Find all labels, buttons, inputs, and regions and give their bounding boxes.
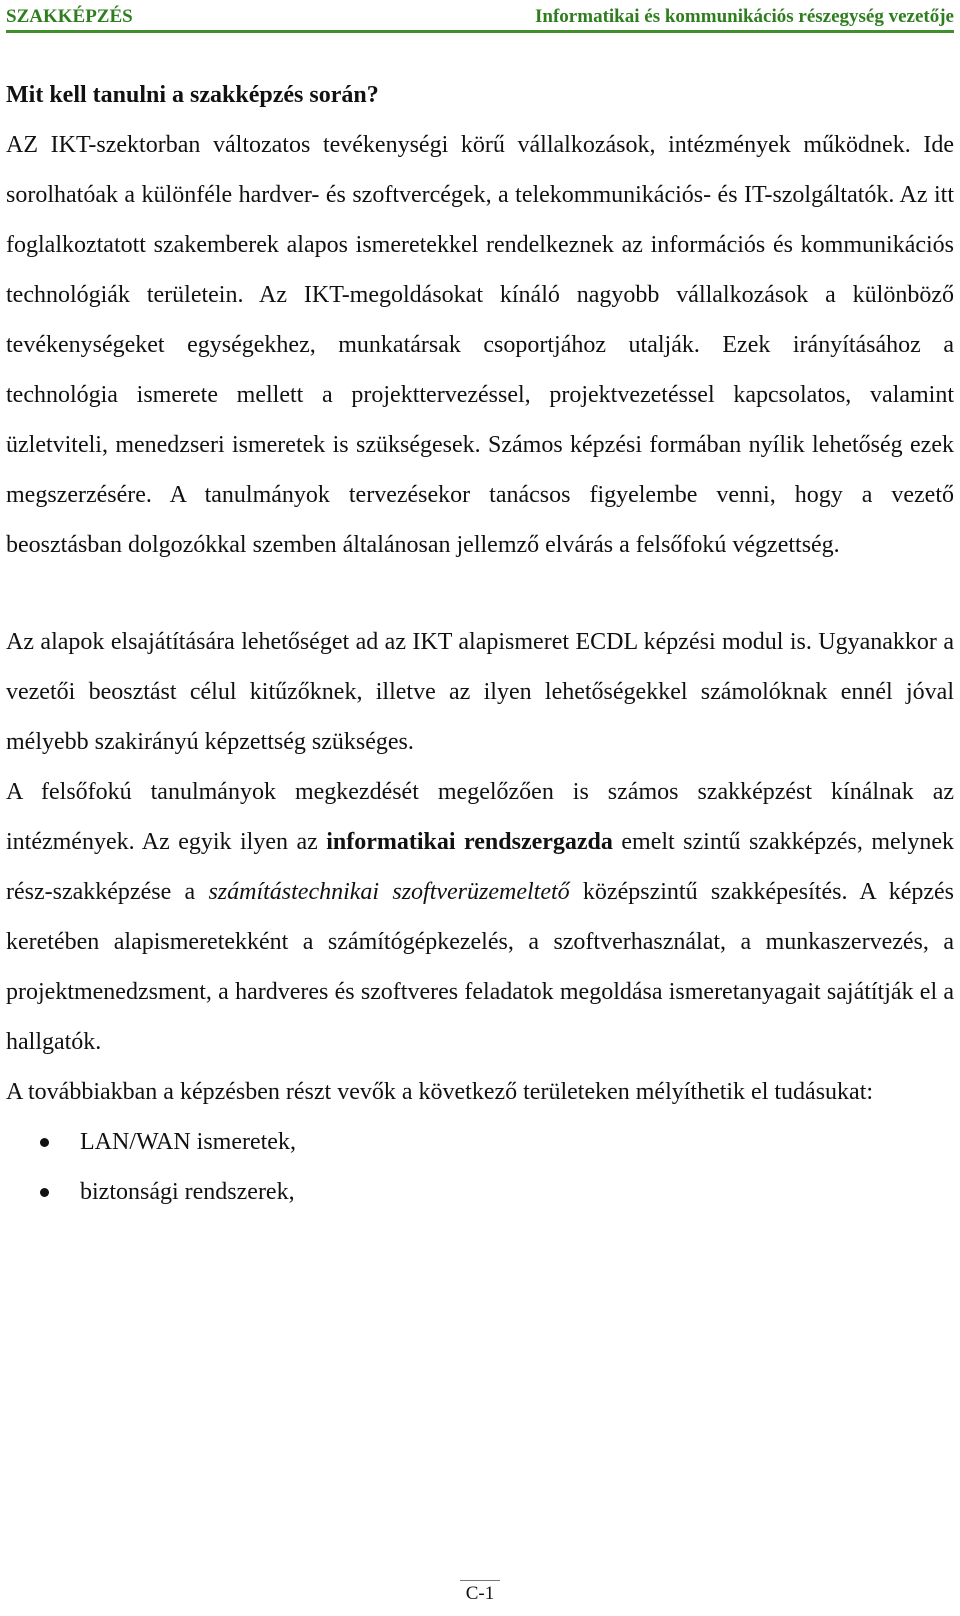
- paragraph-text: emelt szintű szakképzés, melynek rész-szakképzése a: [6, 829, 954, 905]
- paragraph-higher-education: [6, 767, 954, 1067]
- header-right-title: Informatikai és kommunikációs részegység vezetője: [535, 6, 954, 27]
- page-number: C-1: [460, 1580, 501, 1605]
- header-left-title: SZAKKÉPZÉS: [6, 6, 133, 27]
- bullet-icon: [40, 1188, 49, 1197]
- paragraph-further-areas: A továbbiakban a képzésben részt vevők a következő területeken mélyíthetik el tudásukat:: [6, 1079, 874, 1105]
- list-item: [6, 1117, 954, 1167]
- bullet-icon: [40, 1138, 49, 1147]
- page-header: [6, 0, 954, 33]
- bold-term: informatikai rendszergazda: [326, 829, 613, 855]
- list-item-text: biztonsági rendszerek,: [80, 1179, 295, 1205]
- section-heading: Mit kell tanulni a szakképzés során?: [6, 82, 379, 108]
- list-item: [6, 1167, 954, 1217]
- document-body: [6, 70, 954, 1217]
- paragraph-text: középszintű szakképesítés. A képzés keretében alapismeretekként a számítógépkezelés, a szoftverhasználat, a munkaszervezés, a projektmenedzsment, a hardveres és szoftveres feladatok megoldása ismeretanyagait sajátítják el a hallgatók.: [6, 879, 954, 1055]
- paragraph-ikt-sector: AZ IKT-szektorban változatos tevékenységi körű vállalkozások, intézmények működnek. Ide sorolhatóak a különféle hardver- és szoftvercégek, a telekommunikációs- és IT-szolgáltatók. Az itt foglalkoztatott szakemberek alapos ismeretekkel rendelkeznek az információs és kommunikációs technológiák területein. Az IKT-megoldásokat kínáló nagyobb vállalkozások a különböző tevékenységeket egységekhez, munkatársak csoportjához utalják. Ezek irányításához a technológia ismerete mellett a projekttervezéssel, projektvezetéssel kapcsolatos, valamint üzletviteli, menedzseri ismeretek is szükségesek. Számos képzési formában nyílik lehetőség ezek megszerzésére. A tanulmányok tervezésekor tanácsos figyelembe venni, hogy a vezető beosztásban dolgozókkal szemben általánosan jellemző elvárás a felsőfokú végzettség.: [6, 132, 954, 558]
- list-item-text: LAN/WAN ismeretek,: [80, 1129, 296, 1155]
- paragraph-text: A felsőfokú tanulmányok megkezdését megelőzően is számos szakképzést kínálnak az intézmények. Az egyik ilyen az: [6, 779, 954, 855]
- italic-term: számítástechnikai szoftverüzemeltető: [208, 879, 570, 905]
- page-footer: [0, 1580, 960, 1605]
- paragraph-ecdl: Az alapok elsajátítására lehetőséget ad az IKT alapismeret ECDL képzési modul is. Ugyanakkor a vezetői beosztást célul kitűzőknek, illetve az ilyen lehetőségekkel számolóknak ennél jóval mélyebb szakirányú képzettség szükséges.: [6, 629, 954, 755]
- bullet-list: [6, 1117, 954, 1217]
